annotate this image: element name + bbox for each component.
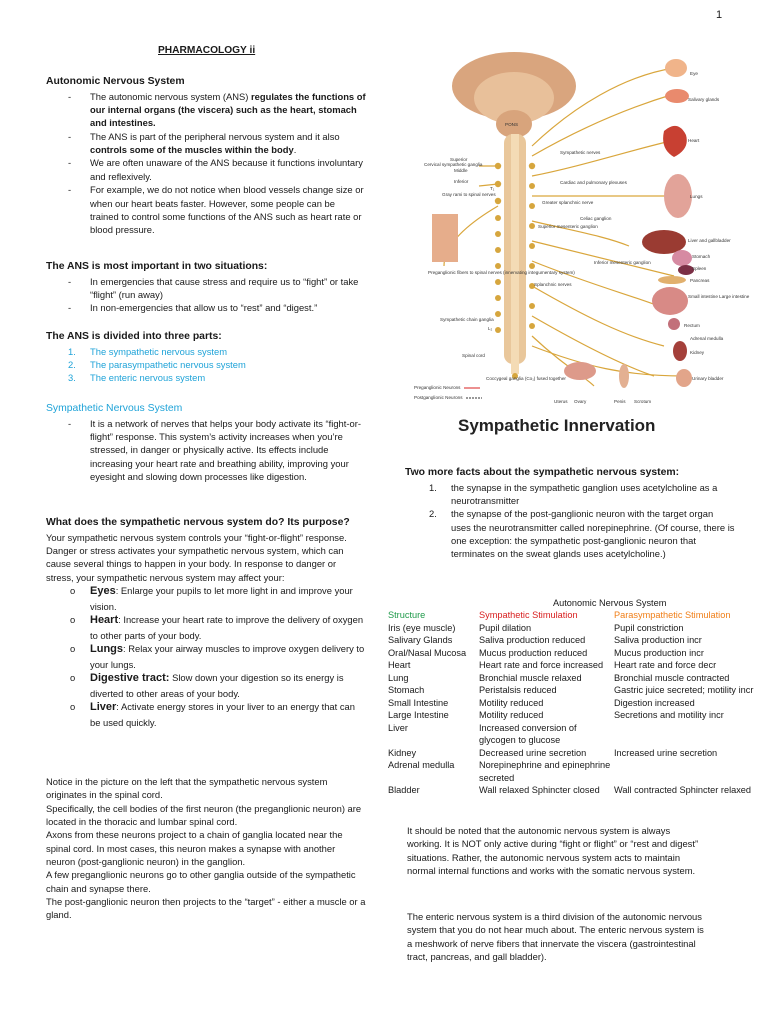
figure-caption: Sympathetic Innervation [458,416,656,435]
label-heart: Heart [688,138,700,143]
intestine-icon [652,287,688,315]
header-structure: Structure [388,610,426,620]
table-row [388,709,764,722]
label-inferior: Inferior [454,179,469,184]
label-t1: T₁ [490,186,495,191]
situation-item: - In non-emergencies that allow us to “rest” and “digest.” [46,301,366,314]
heart-icon [663,126,687,157]
effect-item: o Digestive tract: Slow down your digestion so its energy is diverted to other areas of your body. [46,671,366,700]
stomach-icon [672,250,692,266]
pancreas-icon [658,276,686,284]
situations-section [46,260,366,315]
lungs-icon [664,174,692,218]
table-header-row [388,609,764,622]
notice-line: Axons from these neurons project to a chain of ganglia located near the spinal cord. In most cases, this neuron makes a synapse with another neuron (post-ganglionic neuron) in the ganglion. [46,829,343,868]
sympathetic-innervation-figure [384,46,750,408]
table-row [388,647,764,660]
table-row [388,759,764,784]
sns-list [46,417,366,484]
ans-section [46,75,366,237]
table-cell: Adrenal medulla [388,760,455,771]
situation-item: - In emergencies that cause stress and require us to “fight” or take “flight” (run away) [46,275,366,302]
table-cell: Increased conversion of glycogen to glucose [479,722,577,746]
fact-item: 1. the synapse in the sympathetic ganglion uses acetylcholine as a neurotransmitter [429,481,718,507]
table-cell: Norepinephrine and epinephrine secreted [479,760,611,783]
label-ovary: Ovary [574,399,587,404]
table-cell: Large Intestine [388,710,449,721]
effect-item: o Lungs: Relax your airway muscles to improve oxygen delivery to your lungs. [46,642,366,671]
notice-line: A few preganglionic neurons go to other ganglia outside of the sympathetic chain and synapse there. [46,869,356,894]
table-cell: Decreased urine secretion [479,747,587,758]
label-middle: Middle [454,168,468,173]
notice-section [46,775,366,922]
label-celiac: Celiac ganglion [580,216,612,221]
header-sympathetic: Sympathetic Stimulation [479,610,578,620]
eye-icon [665,59,687,77]
table-cell: Heart [388,660,411,671]
sns-section [46,402,366,483]
bladder-icon [676,369,692,387]
table-cell: Lung [388,672,409,683]
sns-heading: Sympathetic Nervous System [46,403,183,414]
label-eye: Eye [690,71,698,76]
table-cell: Motility reduced [479,697,544,708]
label-sup-mesenteric: Superior mesenteric ganglion [538,224,598,229]
label-gray-rami: Gray rami to spinal nerves [442,192,496,197]
label-postganglionic: Postganglionic Neurons [414,395,463,400]
purpose-paragraph: Your sympathetic nervous system controls your “fight-or-flight” response. Danger or stress activates your sympathetic nervous system, which can cause several things to happen in your body. In response to danger or stress, your sympathetic nervous system may affect your: [46,531,347,583]
table-cell: Salivary Glands [388,635,453,646]
table-cell: Heart rate and force increased [479,660,604,671]
label-cervical: Cervical sympathetic ganglia [424,162,483,167]
label-spinal-cord: Spinal cord [462,353,485,358]
ans-table-wrap [388,609,764,797]
label-l2: L₂ [488,326,493,331]
table-cell: Iris (eye muscle) [388,622,456,633]
label-coccygeal: Coccygeal ganglia (Co₁) fused together [486,376,566,381]
table-title: Autonomic Nervous System [553,598,667,608]
ans-bullet: - The ANS is part of the peripheral nervous system and it also controls some of the muscles within the body. [46,130,366,157]
label-adrenal: Adrenal medulla [690,336,724,341]
ans-bullet: - The autonomic nervous system (ANS) regulates the functions of our internal organs (the viscera) such as the heart, stomach and intestines. [46,90,366,130]
label-pancreas: Pancreas [690,278,710,283]
label-lungs: Lungs [690,194,703,199]
table-row [388,622,764,635]
ans-table [388,609,764,797]
table-cell: Wall relaxed Sphincter closed [479,785,600,796]
part-item: 2. The parasympathetic nervous system [68,359,246,371]
uterus-icon [564,362,596,380]
ans-bullet: - For example, we do not notice when blood vessels change size or when our heart beats faster. However, some people can be trained to control some functions of the ANS such as heart rate or blood pressure. [46,183,366,236]
purpose-heading: What does the sympathetic nervous system do? Its purpose? [46,517,350,528]
situations-list [46,275,366,315]
table-cell: Stomach [388,685,425,696]
table-row [388,634,764,647]
table-row [388,672,764,685]
parts-list [46,345,366,385]
label-penis: Penis [614,399,626,404]
part-item: 1. The sympathetic nervous system [68,345,228,357]
label-liver: Liver and gallbladder [688,238,731,243]
table-cell: Saliva production reduced [479,635,586,646]
label-spleen: Spleen [692,266,707,271]
table-cell: Motility reduced [479,710,544,721]
table-row [388,784,764,797]
effect-item: o Heart: Increase your heart rate to improve the delivery of oxygen to other parts of your body. [46,613,366,642]
label-stomach: Stomach [692,254,711,259]
table-row [388,747,764,760]
header-parasympathetic: Parasympathetic Stimulation [614,610,731,620]
label-sympathetic-nerves: Sympathetic nerves [560,150,601,155]
penis-icon [619,364,629,388]
table-cell: Liver [388,722,408,733]
effects-list [46,584,366,729]
rectum-icon [668,318,680,330]
table-cell: Kidney [388,747,417,758]
page-number: 1 [716,9,723,21]
label-pons: PONS [505,122,519,127]
label-rectum: Rectum [684,323,700,328]
table-cell: Heart rate and force decr [614,660,717,671]
document-title: PHARMACOLOGY ii [158,45,256,56]
ans-heading: Autonomic Nervous System [46,76,185,87]
ans-bullet: - We are often unaware of the ANS because it functions involuntary and reflexively. [46,156,366,183]
label-bladder: Urinary bladder [692,376,724,381]
skin-inset-icon [432,214,458,262]
purpose-section [46,516,366,729]
table-cell: Mucus production reduced [479,647,588,658]
table-cell [614,722,764,747]
table-cell: Peristalsis reduced [479,685,557,696]
notice-line: Notice in the picture on the left that the sympathetic nervous system originates in the spinal cord. [46,776,328,801]
table-cell: Wall contracted Sphincter relaxed [614,785,752,796]
table-cell: Pupil constriction [614,622,684,633]
label-salivary: Salivary glands [688,97,720,102]
table-row [388,697,764,710]
table-row [388,684,764,697]
label-pregang-fibers: Preganglionic fibers to spinal nerves (innervating integumentary system) [428,270,575,275]
label-splanchnic: Splanchnic nerves [534,282,572,287]
table-cell: Small Intestine [388,697,449,708]
fact-item: 2. the synapse of the post-ganglionic neuron with the target organ uses the neurotransmitter called norepinephrine. (Of course, there is one exception: the sympathetic post-ganglionic neuron that terminates on the sweat glands uses acetylcholine.) [429,508,735,560]
label-scrotum: Scrotum [634,399,652,404]
label-sym-chain: Sympathetic chain ganglia [440,317,494,322]
table-row [388,659,764,672]
label-inf-mesenteric: Inferior mesenteric ganglion [594,260,651,265]
notice-line: The post-ganglionic neuron then projects to the “target” - either a muscle or a gland. [46,896,366,921]
table-cell: Oral/Nasal Mucosa [388,647,467,658]
table-row [388,722,764,747]
label-uterus: Uterus [554,399,568,404]
table-cell [614,759,764,784]
label-preganglionic: Preganglionic Neurons [414,385,461,390]
label-intestines: Small intestine Large intestine [688,294,750,299]
two-more-list [405,481,735,561]
parts-heading: The ANS is divided into three parts: [46,331,222,342]
two-more-heading: Two more facts about the sympathetic nervous system: [405,467,680,478]
ans-bullet-list [46,90,366,237]
label-cardiac: Cardiac and pulmonary plexuses [560,180,627,185]
note-paragraph: It should be noted that the autonomic nervous system is always working. It is NOT only active during “fight or flight” or “rest and digest” situations. Rather, the autonomic nervous system acts to maintain normal internal functions and works with the somatic nervous system. [407,825,699,877]
effect-item: o Liver: Activate energy stores in your liver to an energy that can be used quickly. [46,700,366,729]
table-cell: Secretions and motility incr [614,710,724,721]
table-cell: Increased urine secretion [614,747,718,758]
kidney-icon [673,341,687,361]
table-cell: Mucus production incr [614,647,704,658]
table-cell: Saliva production incr [614,635,702,646]
label-kidney: Kidney [690,350,705,355]
parts-section [46,330,366,385]
situations-heading: The ANS is most important in two situations: [46,261,268,272]
table-cell: Bladder [388,785,420,796]
sns-bullet: - It is a network of nerves that helps your body activate its “fight-or-flight” response. This system’s activity increases when you’re stressed, in danger or physically active. Its effects include increasing your heart rate and breathing ability, improving your eyesight and slowing down processes like digestion. [46,417,366,484]
label-superior: Superior [450,157,468,162]
table-cell: Bronchial muscle relaxed [479,672,582,683]
label-greater-splanchnic: Greater splanchnic nerve [542,200,594,205]
two-more-section [405,466,735,561]
table-cell: Bronchial muscle contracted [614,672,730,683]
notice-line: Specifically, the cell bodies of the first neuron (the preganglionic neuron) are located in the thoracic and lumbar spinal cord. [46,802,362,828]
table-cell: Digestion increased [614,697,695,708]
part-item: 3. The enteric nervous system [68,372,206,384]
table-cell: Gastric juice secreted; motility incr [614,685,754,696]
salivary-glands-icon [665,89,689,103]
table-cell: Pupil dilation [479,622,532,633]
effect-item: o Eyes: Enlarge your pupils to let more light in and improve your vision. [46,584,366,613]
enteric-paragraph: The enteric nervous system is a third division of the autonomic nervous system that you do not hear much about. The enteric nervous system is a meshwork of nerve fibers that innervate the viscera (gastrointestinal tract, pancreas, and gall bladder). [407,911,704,963]
